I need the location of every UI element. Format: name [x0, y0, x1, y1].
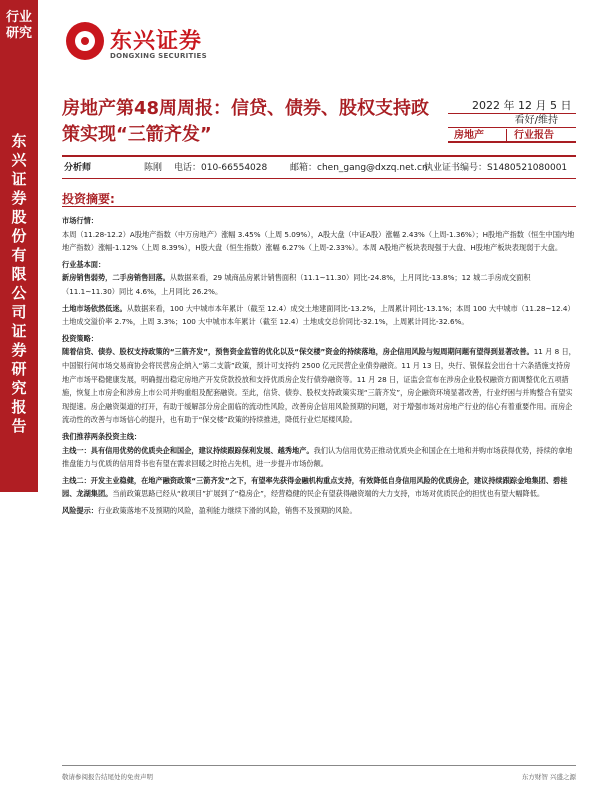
vertical-char: 东 [11, 132, 27, 150]
basics-2-lead: 土地市场依然低迷。 [62, 303, 127, 313]
line1-text: 我们认为信用优势正推动优质央企和国企在土地和并购市场获得优势，持续的拿地推盘能力与优质的信用背书也有望在需求回暖之时抢占先机，进一步提升市场份额。 [62, 445, 573, 469]
footer-slogan: 东方财智 兴盛之源 [521, 773, 576, 781]
summary-divider [62, 206, 576, 207]
risk-heading: 风险提示： [62, 505, 98, 515]
basics-1-lead: 新房销售弱势，二手房销售回落。 [62, 273, 170, 283]
vertical-char: 告 [11, 417, 27, 435]
company-vertical-banner [0, 92, 38, 492]
vertical-char: 公 [11, 284, 27, 302]
summary-heading: 投资摘要: [62, 192, 115, 206]
tag-divider [506, 129, 507, 142]
line2-paragraph [62, 474, 576, 501]
line1-lead: 主线一：具有信用优势的优质央企和国企，建议持续跟踪保利发展、越秀地产。 [62, 445, 314, 455]
basics-2-text: 从数据来看，100 大中城市本年累计（截至 12.4）成交土地建面同比-13.2%，上周累计同比-13.1%；本周 100 大中城市（11.28~12.4）土地成交溢价率 2.7%，上周 3.3%；100 大中城市本年累计（截至 12.4）土地成交总价同比-32.1%，上周累计同比-32.6%。 [62, 303, 575, 327]
report-title: 房地产第48周周报：信贷、债券、股权支持政策实现“三箭齐发” [62, 98, 430, 145]
vertical-char: 究 [11, 379, 27, 397]
vertical-char: 证 [11, 170, 27, 188]
vertical-char: 限 [11, 265, 27, 283]
company-logo [66, 22, 226, 68]
vertical-char: 份 [11, 227, 27, 245]
risk-text: 行业政策落地不及预期的风险，盈利能力继续下滑的风险，销售不及预期的风险。 [97, 505, 357, 515]
vertical-char: 券 [11, 341, 27, 359]
vertical-char: 股 [11, 208, 27, 226]
vertical-char: 证 [11, 322, 27, 340]
market-heading: 市场行情： [62, 216, 98, 225]
basics-heading: 行业基本面： [62, 259, 106, 269]
analyst-name: 陈刚 [144, 163, 163, 173]
line2-text: 当前政策思路已经从“救项目”扩展到了“稳房企”，经营稳健的民企有望获得融资端的大力支持，市场对优质民企的担忧也有望大幅降低。 [112, 489, 545, 499]
line1-paragraph [62, 444, 576, 471]
analyst-label: 分析师 [64, 163, 92, 173]
analyst-info-row [62, 155, 576, 179]
line2-lead: 主线二：开发主业稳健，在地产融资政策“三箭齐发”之下，有望率先获得金融机构重点支持，有效降低自身信用风险的优质房企，建议持续跟踪金地集团、碧桂园、龙湖集团。 [62, 475, 568, 499]
report-type-line1: 行业 [5, 10, 32, 25]
strategy-lead: 随着信贷、债券、股权支持政策的“三箭齐发”，预售资金监管的优化以及“保交楼”资金的持续落地，房企信用风险与短周期问题有望得到显著改善。 [62, 347, 534, 357]
logo-name-en: DONGXING SECURITIES [110, 52, 207, 60]
picks-heading: 我们推荐两条投资主线： [62, 431, 142, 441]
analyst-email: 邮箱：chen_gang@dxzq.net.cn [290, 163, 428, 173]
risk-paragraph [62, 504, 576, 518]
strategy-text: 11 月 8 日，中国银行间市场交易商协会将民营房企纳入“第二支箭”政策，预计可支持约 2500 亿元民营企业债券融资。11 月 13 日，央行、银保监会出台十六条措施支持房地产市场平稳健康发展，明确提出稳定房地产开发贷款投放和支持优质房企发行债券融资等。11 月 28 日，证监会宣布在涉房企业股权融资方面调整优化五项措施，恢复上市房企和涉房上市公司并购重组及配套融资。至此，信贷、债券、股权支持政策实现“三箭齐发”，房企融资环境显著改善，行业纾困与并购整合有望实现提速。房企融资渠道的打开，有助于缓解部分房企面临的流动性风险，改善房企信用风险预期的问题，对于增强市场对房地产行业的信心有着重要作用。而房企流动性的改善与市场信心的提升，也有助于“保交楼”政策的持续推进，降低行业烂尾楼风险。 [62, 347, 576, 425]
vertical-char: 有 [11, 246, 27, 264]
logo-name-cn: 东兴证券 [110, 29, 203, 54]
summary-body [62, 214, 576, 520]
vertical-char: 研 [11, 360, 27, 378]
report-type-badge [0, 0, 38, 92]
report-date: 2022 年 12 月 5 日 [472, 99, 572, 112]
report-tags [448, 127, 576, 143]
strategy-paragraph [62, 345, 576, 427]
analyst-cert: 执业证书编号：S1480521080001 [424, 163, 568, 173]
tag-sector: 房地产 [454, 130, 484, 141]
report-type-line2: 研究 [5, 26, 32, 41]
vertical-char: 兴 [11, 151, 27, 169]
vertical-char: 券 [11, 189, 27, 207]
analyst-phone: 电话：010-66554028 [174, 163, 268, 173]
footer-divider [62, 765, 576, 766]
basics-1-text: 从数据来看，29 城商品房累计销售面积（11.1~11.30）同比-24.8%，上月同比-13.8%；12 城二手房成交面积（11.1~11.30）同比 4.6%，上月同比 26.2%。 [62, 273, 531, 296]
logo-mark-icon [66, 22, 104, 60]
footer-disclaimer: 敬请参阅报告结尾处的免责声明 [62, 773, 153, 781]
rating-label: 看好/维持 [448, 113, 576, 127]
tag-report-type: 行业报告 [514, 130, 554, 141]
vertical-char: 司 [11, 303, 27, 321]
basics-paragraph-1 [62, 271, 576, 298]
basics-paragraph-2 [62, 302, 576, 329]
vertical-char: 报 [11, 398, 27, 416]
market-paragraph: 本周（11.28-12.2）A股地产指数（中万房地产）涨幅 3.45%（上周 5.09%），A股大盘（中证A股）涨幅 2.43%（上周-1.36%）；H股地产指数（恒生中国内地地产指数）涨幅-1.12%（上周 8.39%），H股大盘（恒生指数）涨幅 6.27%（上周-2.33%）。本周 A股地产板块表现强于大盘、H股地产板块表现弱于大盘。 [62, 229, 575, 253]
strategy-heading: 投资策略： [62, 333, 98, 343]
